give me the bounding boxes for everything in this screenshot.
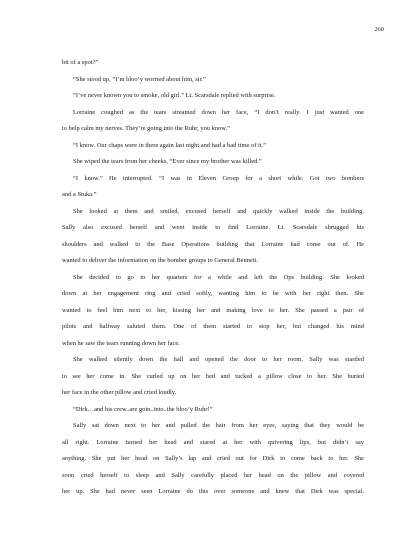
text-line: Lorraine coughed as the tears streamed down her face, “I don’t really. I just wanted one — [73, 108, 364, 116]
text-line: wanted to feel him next to her, kissing her and making love to her. She passed a pair of — [62, 306, 364, 314]
text-line: “I know. Our chaps were in there again last night and had a bad time of it.” — [73, 141, 266, 149]
text-line: pilots and halfway saluted them. One of them started to stop her, but changed his mind — [62, 323, 364, 331]
text-line: Sally sat down next to her and pulled the hair from her eyes, saying that they would be — [73, 422, 364, 430]
text-line: her up. She had never seen Lorraine do this over someone and knew that Dirk was special. — [62, 488, 364, 496]
text-line: bit of a spot?” — [62, 59, 99, 66]
text-line: her face in the other pillow and cried loudly. — [62, 389, 177, 397]
text-line: She wiped the tears from her cheeks, “Ever since my brother was killed.” — [73, 158, 262, 166]
text-line: anything. She put her head on Sally’s lap and cried out for Dirk to come back to her. She — [62, 455, 364, 463]
text-line: down at her engagement ring and cried softly, wanting him to be with her right then. She — [62, 290, 364, 298]
text-line: to see her come in. She curled up on her bed and tucked a pillow close to her. She buried — [62, 372, 364, 380]
page-number: 260 — [374, 26, 384, 33]
text-line: all right. Lorraine turned her head and stared at her with quivering lips, but didn’t say — [62, 438, 364, 446]
text-line: and a Stuka.” — [62, 191, 97, 199]
text-line: when he saw the tears running down her face. — [62, 339, 180, 347]
text-line: “Dirk…and his crew..are goin..into..the bloo’y Ruhr!” — [73, 405, 213, 413]
text-line: “She stood up, “I’m bloo’y worried about him, sir.” — [73, 75, 206, 83]
text-line: She walked silently down the hall and opened the door to her room. Sally was startled — [73, 356, 364, 364]
text-line: soon cried herself to sleep and Sally carefully placed her head on the pillow and covered — [62, 471, 364, 479]
text-line: “I’ve never known you to smoke, old girl.” Lt. Scarsdale replied with surprise. — [73, 92, 276, 100]
text-line: shoulders and walked to the Base Operations building that Lorraine had come out of. He — [62, 240, 364, 248]
text-line: “I know.” He interrupted. “I was in Eleven Group for a short while. Got two bombers — [73, 174, 364, 182]
text-line: to help calm my nerves. They’re going into the Ruhr, you know.” — [62, 125, 230, 133]
text-line: She looked at them and smiled, excused herself and quickly walked inside the building. — [73, 207, 364, 215]
body-text — [62, 55, 364, 501]
text-line: She decided to go to her quarters for a while and left the Ops building. She looked — [73, 273, 364, 281]
text-line: wanted to deliver the information on the bomber groups to General Bennett. — [62, 257, 258, 265]
text-line: Sally also excused herself and went inside to find Lorraine. Lt. Scarsdale shrugged his — [62, 224, 364, 232]
